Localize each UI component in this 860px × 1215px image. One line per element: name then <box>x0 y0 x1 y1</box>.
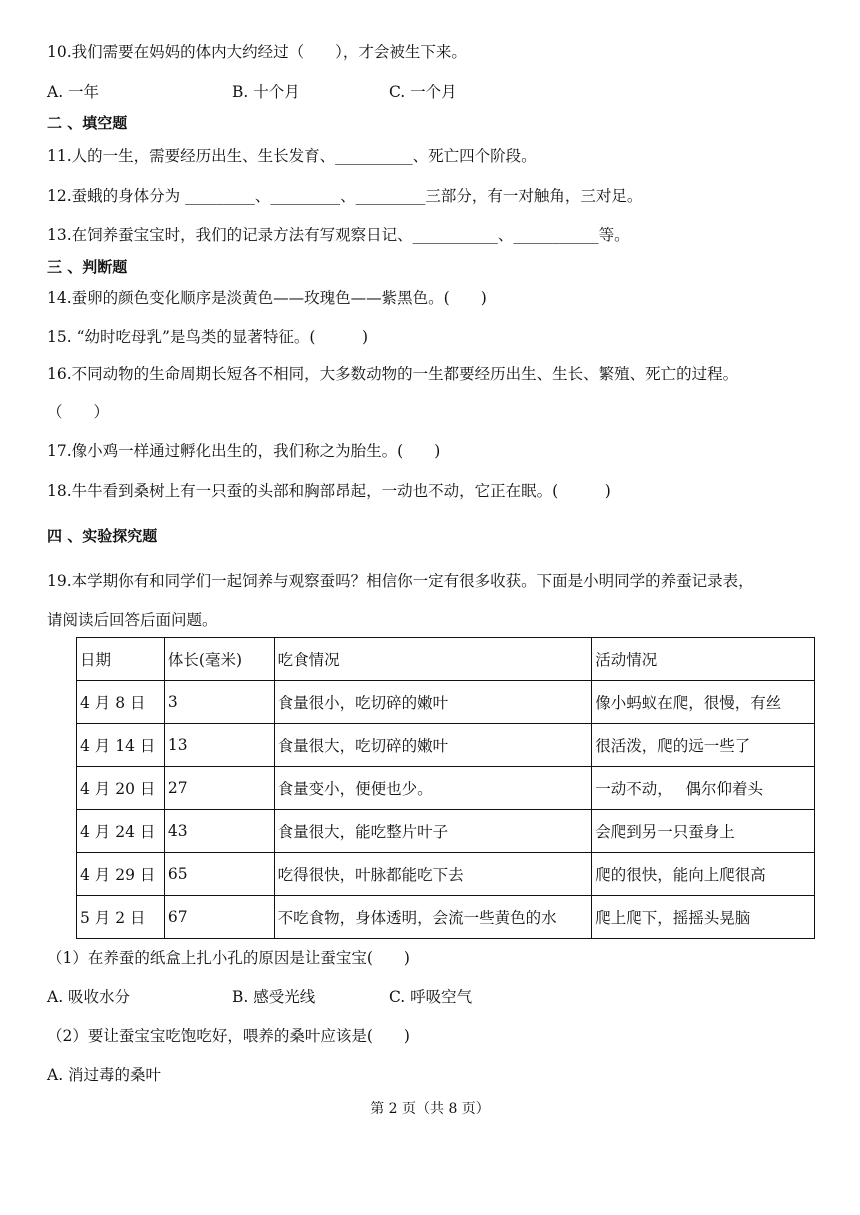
table-cell: 吃得很快，叶脉都能吃下去 <box>274 853 592 896</box>
table-cell: 很活泼，爬的远一些了 <box>592 724 815 767</box>
table-cell: 65 <box>164 853 274 896</box>
question-19-sub-1-option-a: A. 吸收水分 <box>47 988 131 1006</box>
question-14: 14.蚕卵的颜色变化顺序是淡黄色——玫瑰色——紫黑色。( ) <box>47 289 487 307</box>
question-13: 13.在饲养蚕宝宝时，我们的记录方法有写观察日记、___________、___________等。 <box>47 226 630 244</box>
question-19-line-2: 请阅读后回答后面问题。 <box>47 611 218 629</box>
table-row <box>77 853 815 896</box>
table-header-cell: 日期 <box>77 638 165 681</box>
question-17: 17.像小鸡一样通过孵化出生的，我们称之为胎生。( ) <box>47 442 441 460</box>
question-10-option-c: C. 一个月 <box>389 83 457 101</box>
table-row <box>77 896 815 939</box>
table-row <box>77 724 815 767</box>
table-cell: 3 <box>164 681 274 724</box>
table-header-cell: 吃食情况 <box>274 638 592 681</box>
table-cell: 67 <box>164 896 274 939</box>
question-10-option-a: A. 一年 <box>47 83 100 101</box>
question-19-sub-1-stem: （1）在养蚕的纸盒上扎小孔的原因是让蚕宝宝( ) <box>47 949 410 967</box>
table-cell: 不吃食物，身体透明，会流一些黄色的水 <box>274 896 592 939</box>
table-cell: 4 月 8 日 <box>77 681 165 724</box>
question-16-line-2: （ ） <box>47 403 110 421</box>
page-footer: 第 2 页（共 8 页） <box>370 1101 490 1117</box>
table-header-cell: 体长(毫米) <box>164 638 274 681</box>
question-19-sub-1-option-c: C. 呼吸空气 <box>389 988 473 1006</box>
question-15: 15. “幼时吃母乳”是鸟类的显著特征。( ) <box>47 328 369 346</box>
table-cell: 27 <box>164 767 274 810</box>
silkworm-record-table <box>76 637 815 939</box>
table-cell: 爬上爬下，摇摇头晃脑 <box>592 896 815 939</box>
table-cell: 食量很大，吃切碎的嫩叶 <box>274 724 592 767</box>
table-cell: 4 月 24 日 <box>77 810 165 853</box>
table-cell: 43 <box>164 810 274 853</box>
table-row <box>77 810 815 853</box>
table-cell: 一动不动， 偶尔仰着头 <box>592 767 815 810</box>
question-12: 12.蚕蛾的身体分为 _________、_________、_________三部分，有一对触角，三对足。 <box>47 187 643 205</box>
question-19-sub-2-option-a: A. 消过毒的桑叶 <box>47 1066 162 1084</box>
question-18: 18.牛牛看到桑树上有一只蚕的头部和胸部昂起，一动也不动，它正在眠。( ) <box>47 482 611 500</box>
table-cell: 5 月 2 日 <box>77 896 165 939</box>
section-heading-judgement: 三 、判断题 <box>47 258 128 276</box>
table-row <box>77 681 815 724</box>
table-cell: 13 <box>164 724 274 767</box>
table-cell: 食量变小，便便也少。 <box>274 767 592 810</box>
table-row <box>77 767 815 810</box>
table-cell: 会爬到另一只蚕身上 <box>592 810 815 853</box>
table-cell: 像小蚂蚁在爬，很慢，有丝 <box>592 681 815 724</box>
question-16-line-1: 16.不同动物的生命周期长短各不相同，大多数动物的一生都要经历出生、生长、繁殖、死亡的过程。 <box>47 365 739 383</box>
table-header-cell: 活动情况 <box>592 638 815 681</box>
question-19-line-1: 19.本学期你有和同学们一起饲养与观察蚕吗？相信你一定有很多收获。下面是小明同学的养蚕记录表， <box>47 572 754 590</box>
section-heading-experiment: 四 、实验探究题 <box>47 527 158 545</box>
question-11: 11.人的一生，需要经历出生、生长发育、__________、死亡四个阶段。 <box>47 147 537 165</box>
table-cell: 4 月 14 日 <box>77 724 165 767</box>
table-cell: 爬的很快，能向上爬很高 <box>592 853 815 896</box>
table-cell: 4 月 20 日 <box>77 767 165 810</box>
question-10-option-b: B. 十个月 <box>232 83 300 101</box>
question-10-stem: 10.我们需要在妈妈的体内大约经过（ ），才会被生下来。 <box>47 43 467 61</box>
table-cell: 4 月 29 日 <box>77 853 165 896</box>
table-header-row <box>77 638 815 681</box>
question-19-sub-2-stem: （2）要让蚕宝宝吃饱吃好，喂养的桑叶应该是( ) <box>47 1027 410 1045</box>
section-heading-fill-in: 二 、填空题 <box>47 114 128 132</box>
question-19-sub-1-option-b: B. 感受光线 <box>232 988 316 1006</box>
table-cell: 食量很大，能吃整片叶子 <box>274 810 592 853</box>
table-cell: 食量很小，吃切碎的嫩叶 <box>274 681 592 724</box>
